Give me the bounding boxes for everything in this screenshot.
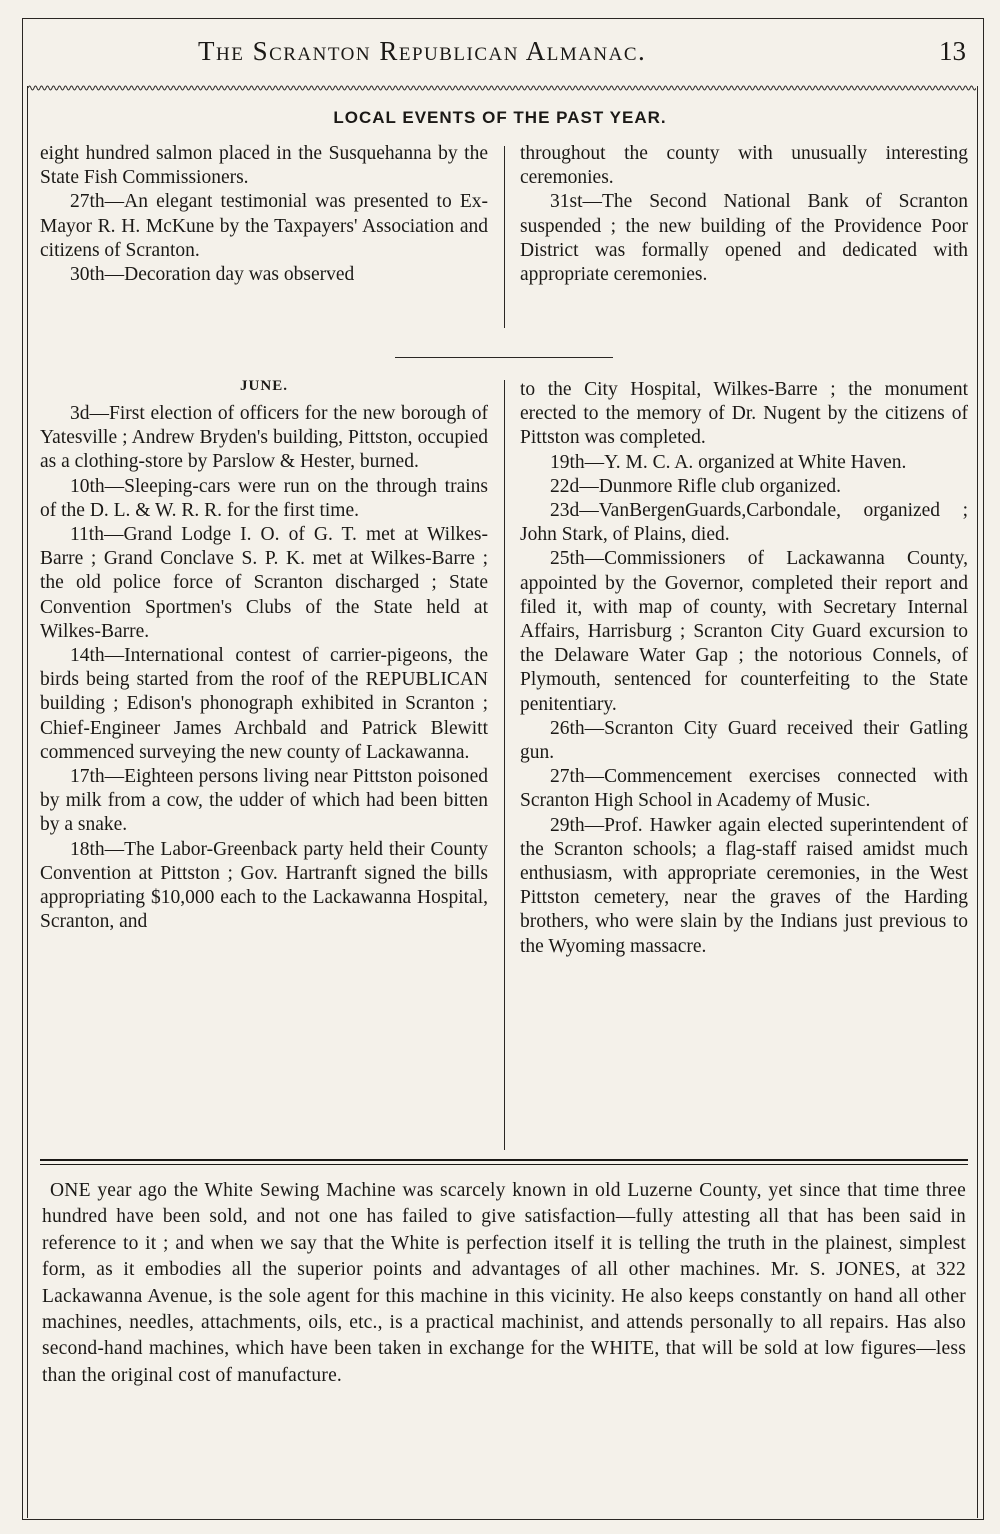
june-entry: 19th—Y. M. C. A. organized at White Haven. <box>550 451 907 473</box>
june-entry: 27th—Commencement exercises connected with Scranton High School in Academy of Music. <box>520 766 968 812</box>
right-margin-rule <box>977 86 978 1518</box>
may-entry: 31st—The Second National Bank of Scranton suspended ; the new building of the Providence Poor District was formally opened and dedicated with appropriate ceremonies. <box>520 191 968 286</box>
left-margin-rule <box>27 86 28 1518</box>
may-left-column <box>40 142 488 287</box>
month-heading-june: JUNE. <box>240 378 288 394</box>
section-separator <box>395 357 613 358</box>
june-entry: 3d—First election of officers for the new borough of Yatesville ; Andrew Bryden's building, Pittston, occupied as a clothing-store by Parslow & Hester, burned. <box>40 403 488 473</box>
june-entry: to the City Hospital, Wilkes-Barre ; the monument erected to the memory of Dr. Nugent by the citizens of Pittston was completed. <box>520 379 968 449</box>
june-right-column <box>520 378 968 959</box>
june-entry: 10th—Sleeping-cars were run on the through trains of the D. L. & W. R. R. for the first time. <box>40 475 488 521</box>
june-entry: 11th—Grand Lodge I. O. of G. T. met at Wilkes-Barre ; Grand Conclave S. P. K. met at Wilkes-Barre ; the old police force of Scranton discharged ; State Convention Sportmen's Clubs of the State held at Wilkes-Barre. <box>40 524 488 642</box>
may-entry: 27th—An elegant testimonial was presented to Ex-Mayor R. H. McKune by the Taxpayers' Association and citizens of Scranton. <box>40 191 488 261</box>
may-right-column <box>520 142 968 287</box>
page-header <box>40 36 970 80</box>
column-divider-bottom <box>504 380 505 1150</box>
may-entry: throughout the county with unusually interesting ceremonies. <box>520 143 968 189</box>
section-title: LOCAL EVENTS OF THE PAST YEAR. <box>333 108 667 127</box>
advert-rule-thin <box>40 1164 968 1165</box>
advert-rule-thick <box>40 1159 968 1161</box>
june-entry: 18th—The Labor-Greenback party held their County Convention at Pittston ; Gov. Hartranft signed the bills appropriating $10,000 each to the Lackawanna Hospital, Scranton, and <box>40 838 488 933</box>
page-number: 13 <box>939 36 966 66</box>
june-entry: 23d—VanBergenGuards,Carbondale, organized ; John Stark, of Plains, died. <box>520 500 968 546</box>
almanac-title: The Scranton Republican Almanac. <box>198 36 647 66</box>
column-divider-top <box>504 146 505 328</box>
june-entry: 17th—Eighteen persons living near Pittston poisoned by milk from a cow, the udder of which had been bitten by a snake. <box>40 766 488 836</box>
june-entry: 26th—Scranton City Guard received their Gatling gun. <box>520 717 968 764</box>
wavy-divider <box>28 82 976 94</box>
june-entry: 29th—Prof. Hawker again elected superintendent of the Scranton schools; a flag-staff raised amidst much enthusiasm, with appropriate ceremonies, in the West Pittston cemetery, near the graves of the Harding brothers, who were slain by the Indians just previous to the Wyoming massacre. <box>520 814 968 957</box>
sewing-machine-advertisement <box>42 1178 966 1389</box>
advert-text: ONE year ago the White Sewing Machine was scarcely known in old Luzerne County, yet since that time three hundred have been sold, and not one has failed to give satisfaction—fully attesting all that has been said in reference to it ; and when we say that the White is perfection itself it is telling the truth in the plainest, simplest form, as it embodies all the superior points and advantages of all other machines. Mr. S. JONES, at 322 Lackawanna Avenue, is the sole agent for this machine in this vicinity. He also keeps constantly on hand all other machines, needles, attachments, oils, etc., is a practical machinist, and attends personally to all repairs. Has also second-hand machines, which have been taken in exchange for the WHITE, that will be sold at low figures—less than the original cost of manufacture. <box>42 1180 966 1386</box>
may-entry: 30th—Decoration day was observed <box>70 264 355 286</box>
june-entry: 22d—Dunmore Rifle club organized. <box>550 475 841 497</box>
june-entry: 25th—Commissioners of Lackawanna County, appointed by the Governor, completed their report and filed it, with map of county, with Secretary Internal Affairs, Harrisburg ; Scranton City Guard excursion to the Delaware Water Gap ; the notorious Connels, of Plymouth, sentenced for counterfeiting to the State penitentiary. <box>520 548 968 715</box>
may-entry: eight hundred salmon placed in the Susquehanna by the State Fish Commissioners. <box>40 143 488 189</box>
june-entry: 14th—International contest of carrier-pigeons, the birds being started from the roof of the REPUBLICAN building ; Edison's phonograph exhibited in Scranton ; Chief-Engineer James Archbald and Patrick Blewitt commenced surveying the new county of Lackawanna. <box>40 645 488 763</box>
june-left-column <box>40 402 488 934</box>
